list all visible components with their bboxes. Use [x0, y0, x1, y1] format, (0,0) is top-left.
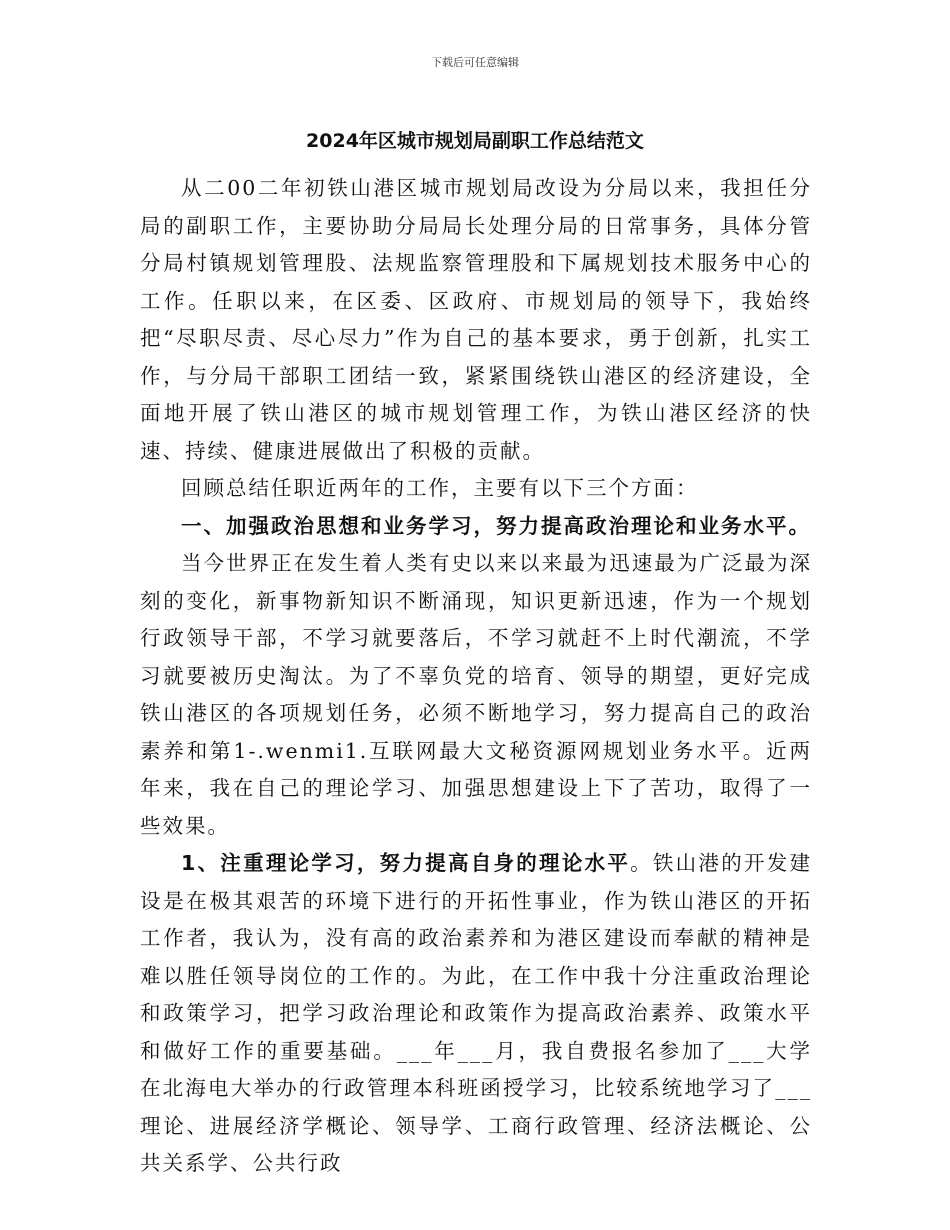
document-body	[140, 170, 812, 1183]
paragraph-lead-bold: 1、注重理论学习，努力提高自身的理论水平	[181, 851, 631, 875]
section-heading-1: 一、加强政治思想和业务学习，努力提高政治理论和业务水平。	[181, 513, 811, 538]
paragraph-learning: 当今世界正在发生着人类有史以来以来最为迅速最为广泛最为深刻的变化，新事物新知识不断涌现，知识更新迅速，作为一个规划行政领导干部，不学习就要落后，不学习就赶不上时代潮流，不学习就要被历史淘汰。为了不辜负党的培育、领导的期望，更好完成铁山港区的各项规划任务，必须不断地学习，努力提高自己的政治素养和第1-.wenmi1.互联网最大文秘资源网规划业务水平。近两年来，我在自己的理论学习、加强思想建设上下了苦功，取得了一些效果。	[140, 551, 812, 838]
header-note: 下载后可任意编辑	[431, 56, 519, 69]
paragraph-theory	[140, 845, 812, 1183]
paragraph-intro: 从二00二年初铁山港区城市规划局改设为分局以来，我担任分局的副职工作，主要协助分局局长处理分局的日常事务，具体分管分局村镇规划管理股、法规监察管理股和下属规划技术服务中心的工作。任职以来，在区委、区政府、市规划局的领导下，我始终把“尽职尽责、尽心尽力”作为自己的基本要求，勇于创新，扎实工作，与分局干部职工团结一致，紧紧围绕铁山港区的经济建设，全面地开展了铁山港区的城市规划管理工作，为铁山港区经济的快速、持续、健康进展做出了积极的贡献。	[140, 176, 812, 463]
paragraph-review: 回顾总结任职近两年的工作，主要有以下三个方面：	[181, 476, 699, 500]
document-title: 2024年区城市规划局副职工作总结范文	[306, 130, 644, 152]
paragraph-theory-text: 。铁山港的开发建设是在极其艰苦的环境下进行的开拓性事业，作为铁山港区的开拓工作者，我认为，没有高的政治素养和为港区建设而奉献的精神是难以胜任领导岗位的工作的。为此，在工作中我十分注重政治理论和政策学习，把学习政治理论和政策作为提高政治素养、政策水平和做好工作的重要基础。___年___月，我自费报名参加了___大学在北海电大举办的行政管理本科班函授学习，比较系统地学习了___理论、进展经济学概论、领导学、工商行政管理、经济法概论、公共关系学、公共行政	[140, 851, 813, 1175]
